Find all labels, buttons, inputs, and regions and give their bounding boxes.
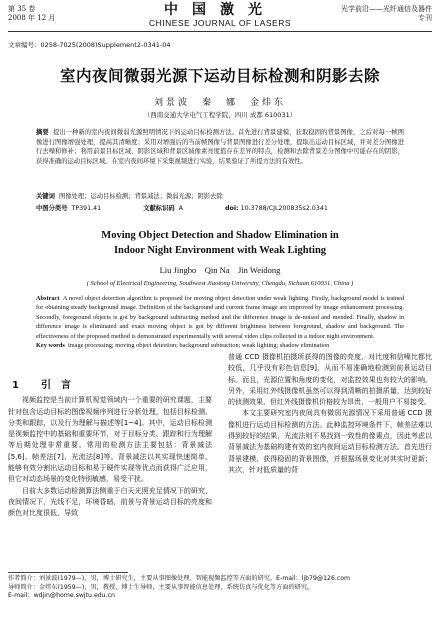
special-issue-title: 光学前沿——光纤通信及器件 xyxy=(341,5,432,13)
author-bio: 作者简介：刘景波(1979—)，男，博士研究生，主要从事图像处理、智能视频监控等方面的研究。E-mail：ljb79@126.com xyxy=(8,575,351,582)
abstract-cn-label: 摘要 xyxy=(36,129,49,136)
abstract-en-text: A novel object detection algorithm is proposed for moving object detection under weak lighting. Firstly, background model is trained for obtaining steady background image. Definition of the background and current frame image are improved by image enhancement processing. Secondly, foreground objects is got by background subtracting method and the difference image is de-noised and mended. Finally, shadow in difference image is eliminated and exact moving object is got by different brightness between foreground, shadow and background. The effectiveness of the proposed method is demonstrated experimentally with several video clips collected in a indoor night environment. xyxy=(36,295,404,340)
clc-label: 中图分类号 xyxy=(36,205,68,212)
footnote xyxy=(8,572,432,601)
header-rule xyxy=(8,31,432,32)
journal-name-en: CHINESE JOURNAL OF LASERS xyxy=(148,18,292,28)
abstract-cn xyxy=(36,128,404,166)
doi-value: 10.3788/CJL200835s2.0341 xyxy=(240,205,328,212)
section-number: 1 xyxy=(12,380,19,391)
paper-title-cn: 室内夜间微弱光源下运动目标检测和阴影去除 xyxy=(59,67,380,85)
volume: 第 35 卷 xyxy=(8,5,36,13)
advisor-bio: 导师简介：金炜东(1959—)，男，教授，博士生导师，主要从事智能信息处理、系统仿真与优化等方面的研究。 xyxy=(8,583,314,591)
article-number: 文章编号：0258-7025(2008)Supplement2-0341-04 xyxy=(8,41,171,49)
clc-code: TP391.41 xyxy=(71,205,102,212)
paper-title-en xyxy=(0,228,440,258)
section-title: 引 言 xyxy=(40,380,71,391)
paragraph: 视频监控是当前计算机视觉领域内一个重要的研究课题，主要针对包含运动目标的图像视频序列进行分析处理，包括目标检测、分类和跟踪，以及行为理解与描述等[1~4]。其中，运动目标检测是视频监控中的基础和重要环节，对于目标分类、跟踪和行为理解等后期处理非常重要。常用的检测方法主要包括：背景减法[5,6]、帧差法[7]、光流法[8]等。背景减法以其实现快速简单，能够有效分割出运动目标和易于硬件实现等优点而获得广泛应用，但它对动态场景的变化特别敏感，易受干扰。 xyxy=(8,396,212,484)
keywords-cn-label: 关键词 xyxy=(36,193,55,200)
special-issue-tag: 专刊 xyxy=(418,14,432,22)
special-issue-label xyxy=(341,5,432,23)
authors-cn: 刘景波 秦 娜 金炜东 xyxy=(153,98,286,108)
abstract-en xyxy=(36,294,404,350)
volume-issue xyxy=(8,5,55,23)
paper-title-en-line-2: Indoor Night Environment with Weak Lighting xyxy=(113,245,327,256)
affiliation-cn: （西南交通大学电气工程学院，四川 成都 610031） xyxy=(143,111,297,119)
abstract-cn-text: 提出一种新的室内夜间微弱光源照明情况下的运动目标检测方法。首先进行背景建模，获取稳固的背景图像，之后对每一帧图像进行图像增强处理，提高其清晰度；采用对增强后的当前帧图像与背景图像进行差分处理，提取出运动目标区域，并对差分图像进行去噪和修补；利用前景目标区域、阴影区域和背景区域像素亮度值存在差异的特点，检测和去除背景差分图像中可能存在的阴影，获得准确的运动目标区域。在室内夜间环境下采集视频进行实验，结果验证了所提方法的有效性。 xyxy=(36,129,405,165)
doc-code-label: 文献标识码 xyxy=(143,205,175,212)
doi-label: doi: xyxy=(225,205,239,212)
paragraph: 普通 CCD 摄像机拍摄所获得的图像的亮度、对比度和信噪比都比较低，几乎没有彩色信息[9]，从而不易准确地检测到前景运动目标。而且，光源位置和角度的变化，对监控效果也有较大的影响。另外，采用红外线摄像机虽然可以得到清晰的拍摄质量，达到较好的侦测效果，但红外线摄像机价格较为昂贵，一般用户不易接受。 xyxy=(228,353,432,407)
abstract-en-label: Abstract xyxy=(36,295,60,302)
paragraph: 本文主要研究室内夜间具有微弱光源情况下采用普通 CCD 摄像机进行运动目标检测的方法。此种监控环境条件下，帧差法难以得到较好的结果，光流法则不易找到一致性的像素点，因此考虑以背景减法为基础构建有效的室内夜间运动目标检测方法。首先进行背景建模，获得稳固的背景图像，并根据场景变化对其实时更新；其次，针对低质量的背 xyxy=(228,409,432,474)
advisor-email: E-mail：wdjin@home.swjtu.edu.cn xyxy=(8,592,115,600)
body-column-left xyxy=(8,380,212,520)
journal-name-cn: 中国激光 xyxy=(164,2,276,18)
section-heading xyxy=(8,380,212,391)
paper-title-en-line-1: Moving Object Detection and Shadow Elimination in xyxy=(101,230,339,241)
keywords-cn-text: 图像处理；运动目标检测；背景减法；微弱光源；阴影去除 xyxy=(58,193,223,200)
keywords-en-label: Key words xyxy=(36,342,65,350)
footnote-rule xyxy=(8,572,128,573)
keywords-en-text: image processing; moving object detection; background subtraction; weak lighting; shadow elimination xyxy=(68,342,330,350)
keywords-cn xyxy=(36,191,404,200)
paragraph: 目前大多数运动检测算法侧重于白天光照充足情况下的研究，夜间情况下，光线不足，环境昏暗，前景与背景运动目标的亮度和颜色对比度很低，导致 xyxy=(8,486,212,518)
body-column-right xyxy=(228,352,432,476)
page-header xyxy=(0,0,440,36)
journal-name xyxy=(115,2,325,28)
authors-en: Liu Jingbo Qin Na Jin Weidong xyxy=(159,265,281,275)
affiliation-en: ( School of Electrical Engineering, Southwest Jiaotong University, Chengdu, Sichuan 610031, China ) xyxy=(86,280,354,287)
issue-date: 2008 年 12 月 xyxy=(8,14,56,22)
classification-line xyxy=(36,203,404,212)
keywords-en xyxy=(36,341,404,350)
doc-code: A xyxy=(178,205,184,212)
